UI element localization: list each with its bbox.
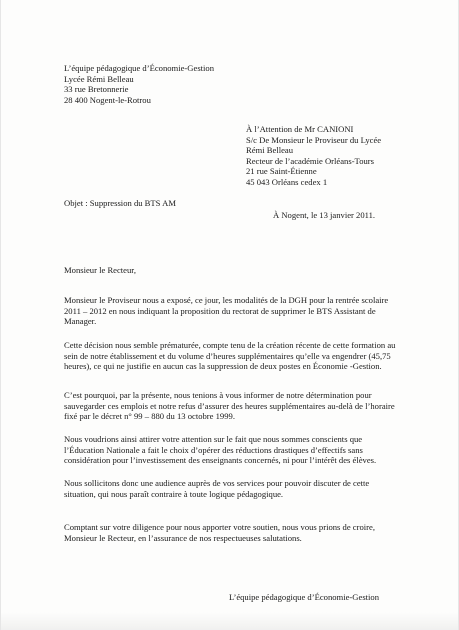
paragraph-line: Cette décision nous semble prématurée, compte tenu de la création récente de cette formation au <box>64 340 396 350</box>
paragraph-line: Nous sollicitons donc une audience auprès de vos services pour pouvoir discuter de cette <box>64 478 370 488</box>
sender-address <box>64 63 214 105</box>
paragraph-line: 2011 – 2012 en nous indiquant la proposition du rectorat de supprimer le BTS Assistant de <box>64 305 376 316</box>
recipient-address <box>246 124 381 188</box>
body-paragraph <box>64 478 409 499</box>
sender-line: 28 400 Nogent-le-Rotrou <box>64 94 151 105</box>
recipient-line: Recteur de l’académie Orléans-Tours <box>246 155 375 166</box>
sender-line: 33 rue Bretonnerie <box>64 84 129 95</box>
paragraph-line: sauvegarder ces emplois et notre refus d’assurer des heures supplémentaires au-delà de l’horaire <box>64 400 395 411</box>
recipient-line: À l’Attention de Mr CANIONI <box>246 124 354 134</box>
paragraph-line: C’est pourquoi, par la présente, nous tenions à vous informer de notre détermination pour <box>64 390 372 400</box>
paragraph-line: l’Éducation Nationale a fait le choix d’opérer des réductions drastiques d’effectifs sans <box>64 444 363 455</box>
body-paragraph <box>64 340 409 372</box>
body-paragraph <box>64 295 409 327</box>
body-paragraph <box>64 434 409 466</box>
paragraph-line: Comptant sur votre diligence pour nous apporter votre soutien, nous vous prions de croire, <box>64 522 375 532</box>
paragraph-line: Monsieur le Recteur, en l’assurance de nos respectueuses salutations. <box>64 532 302 543</box>
recipient-line: 45 043 Orléans cedex 1 <box>246 176 328 187</box>
letter-signature: L’équipe pédagogique d’Économie-Gestion <box>229 592 380 602</box>
body-paragraph <box>64 522 409 543</box>
letter-date: À Nogent, le 13 janvier 2011. <box>273 210 376 220</box>
recipient-line: S/c De Monsieur le Proviseur du Lycée <box>246 134 382 145</box>
paragraph-line: Nous voudrions ainsi attirer votre attention sur le fait que nous sommes conscients que <box>64 434 363 444</box>
sender-line: L’équipe pédagogique d’Économie-Gestion <box>64 63 215 73</box>
letter-subject: Objet : Suppression du BTS AM <box>64 198 176 208</box>
paragraph-line: situation, qui nous paraît contraire à toute logique pédagogique. <box>64 488 284 499</box>
recipient-line: Rémi Belleau <box>246 145 294 156</box>
sender-line: Lycée Rémi Belleau <box>64 73 134 84</box>
paragraph-line: fixé par le décret n° 99 – 880 du 13 octobre 1999. <box>64 411 235 422</box>
paragraph-line: Monsieur le Proviseur nous a exposé, ce jour, les modalités de la DGH pour la rentrée scolaire <box>64 295 389 305</box>
paragraph-line: heures), ce qui ne justifie en aucun cas la suppression de deux postes en Économie -Gestion. <box>64 361 382 372</box>
recipient-line: 21 rue Saint-Étienne <box>246 166 317 177</box>
scan-shadow <box>1 612 458 630</box>
paragraph-line: sein de notre établissement et du volume d’heures supplémentaires qu’elle va engendrer (45,75 <box>64 350 391 361</box>
paragraph-line: Manager. <box>64 316 97 327</box>
body-paragraph <box>64 390 409 422</box>
letter-salutation: Monsieur le Recteur, <box>64 265 136 275</box>
paragraph-line: considération pour l’investissement des enseignants concernés, ni pour l’intérêt des élèves. <box>64 455 377 466</box>
